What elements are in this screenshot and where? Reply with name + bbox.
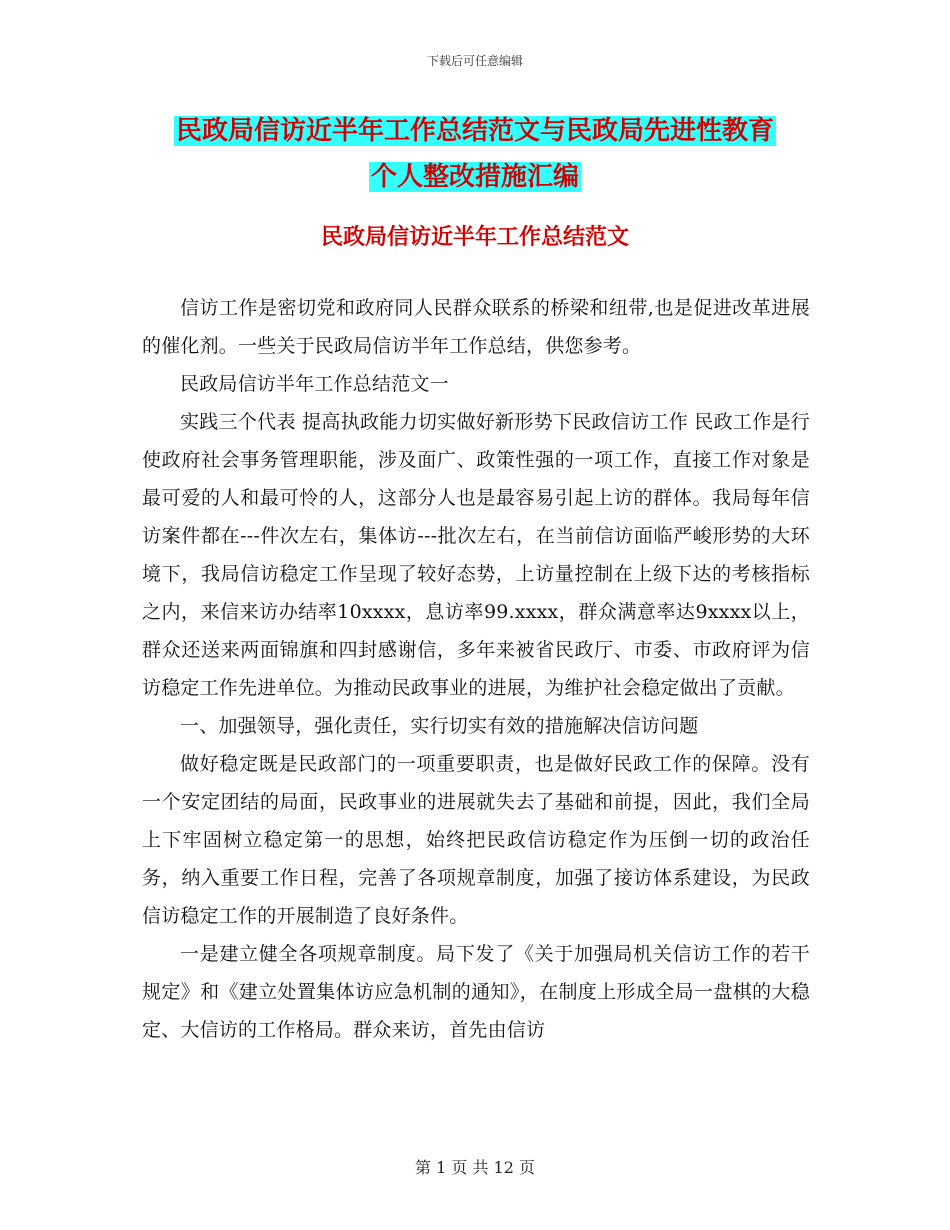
- section-title: 民政局信访近半年工作总结范文: [320, 225, 629, 250]
- paragraph: 一、加强领导，强化责任，实行切实有效的措施解决信访问题: [180, 715, 699, 737]
- document-title: [140, 108, 810, 200]
- body-text: [142, 289, 810, 1049]
- title-line-2: 个人整改措施汇编: [370, 162, 579, 192]
- paragraph: 一是建立健全各项规章制度。局下发了《关于加强局机关信访工作的若干规定》和《建立处置集体访应急机制的通知》，在制度上形成全局一盘棋的大稳定、大信访的工作格局。群众来访，首先由信访: [142, 943, 810, 1041]
- paragraph: 信访工作是密切党和政府同人民群众联系的桥梁和纽带,也是促进改革进展的催化剂。一些关于民政局信访半年工作总结，供您参考。: [142, 297, 810, 357]
- paragraph: 做好稳定既是民政部门的一项重要职责，也是做好民政工作的保障。没有一个安定团结的局面，民政事业的进展就失去了基础和前提，因此，我们全局上下牢固树立稳定第一的思想，始终把民政信访稳定作为压倒一切的政治任务，纳入重要工作日程，完善了各项规章制度，加强了接访体系建设，为民政信访稳定工作的开展制造了良好条件。: [142, 753, 810, 927]
- page-number: 第 1 页 共 12 页: [415, 1158, 535, 1177]
- paragraph: 实践三个代表 提高执政能力切实做好新形势下民政信访工作 民政工作是行使政府社会事务管理职能，涉及面广、政策性强的一项工作，直接工作对象是最可爱的人和最可怜的人，这部分人也是最容易引起上访的群体。我局每年信访案件都在---件次左右，集体访---批次左右，在当前信访面临严峻形势的大环境下，我局信访稳定工作呈现了较好态势，上访量控制在上级下达的考核指标之内，来信来访办结率10xxxx，息访率99.xxxx，群众满意率达9xxxx以上，群众还送来两面锦旗和四封感谢信，多年来被省民政厅、市委、市政府评为信访稳定工作先进单位。为推动民政事业的进展，为维护社会稳定做出了贡献。: [142, 411, 810, 699]
- paragraph: 民政局信访半年工作总结范文一: [180, 373, 449, 395]
- title-line-1: 民政局信访近半年工作总结范文与民政局先进性教育: [175, 116, 774, 146]
- header-note: 下载后可任意编辑: [426, 54, 523, 68]
